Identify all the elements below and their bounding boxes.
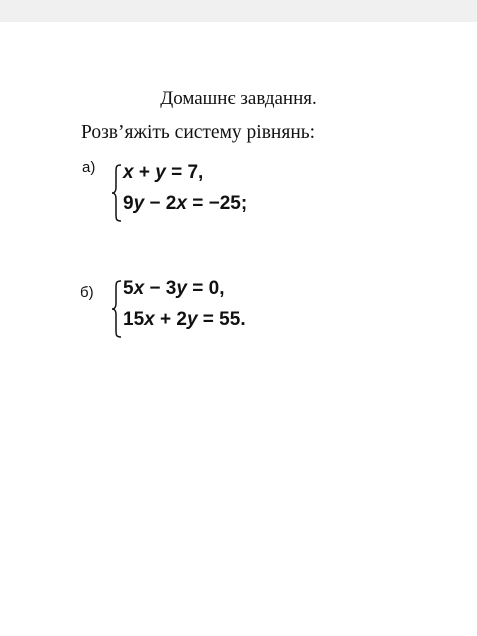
left-brace-icon [111, 164, 123, 222]
document-page [0, 22, 477, 636]
variable-token: y [186, 309, 198, 330]
variable-token: y [133, 193, 145, 214]
item-label-b: б) [80, 284, 94, 301]
top-bar [0, 0, 477, 22]
left-brace-icon [111, 280, 123, 338]
math-token: + [133, 162, 156, 183]
math-token: − 2 [144, 193, 177, 214]
math-token: 15 [123, 309, 145, 330]
math-token: = 7, [165, 162, 204, 183]
variable-token: x [144, 309, 155, 330]
equation-a-2 [123, 193, 247, 215]
math-token: = 55. [197, 309, 246, 330]
instruction-text: Розв’яжіть систему рівнянь: [81, 122, 316, 143]
equation-b-1 [123, 278, 224, 300]
variable-token: x [123, 162, 134, 183]
variable-token: y [176, 278, 187, 299]
math-token: 5 [123, 278, 134, 299]
variable-token: x [176, 193, 187, 214]
math-token: = −25; [186, 193, 248, 214]
math-token: 9 [123, 193, 134, 214]
item-label-a: а) [82, 159, 96, 176]
math-token: = 0, [186, 278, 225, 299]
math-token: + 2 [154, 309, 187, 330]
variable-token: x [133, 278, 145, 299]
page-title: Домашнє завдання. [160, 88, 317, 109]
math-token: − 3 [144, 278, 177, 299]
equation-a-1 [123, 162, 203, 184]
equation-b-2 [123, 309, 246, 331]
variable-token: y [155, 162, 166, 183]
